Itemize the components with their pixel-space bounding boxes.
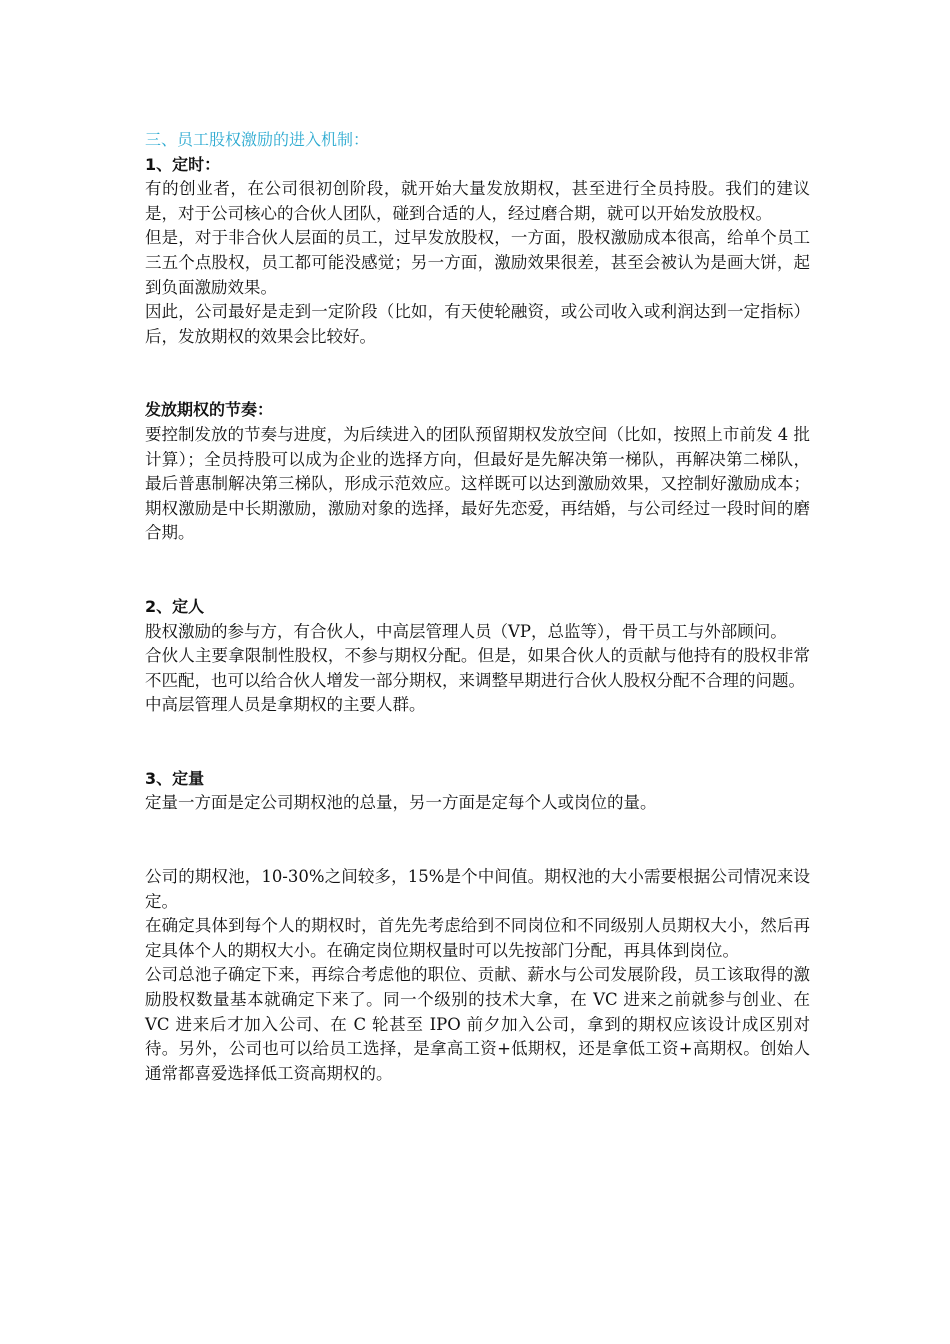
subsection-heading-people: 2、定人 xyxy=(145,596,205,616)
paragraph: 合伙人主要拿限制性股权，不参与期权分配。但是，如果合伙人的贡献与他持有的股权非常不匹配，也可以给合伙人增发一部分期权，来调整早期进行合伙人股权分配不合理的问题。 xyxy=(145,646,810,690)
subsection-heading-rhythm: 发放期权的节奏： xyxy=(145,400,274,420)
spacer xyxy=(145,349,810,398)
paragraph: 中高层管理人员是拿期权的主要人群。 xyxy=(145,695,426,715)
paragraph: 定量一方面是定公司期权池的总量，另一方面是定每个人或岗位的量。 xyxy=(145,793,657,813)
paragraph: 有的创业者，在公司很初创阶段，就开始大量发放期权，甚至进行全员持股。我们的建议是，对于公司核心的合伙人团队，碰到合适的人，经过磨合期，就可以开始发放股权。 xyxy=(145,179,810,223)
section-title: 三、员工股权激励的进入机制： xyxy=(145,130,370,149)
paragraph: 要控制发放的节奏与进度，为后续进入的团队预留期权发放空间（比如，按照上市前发 4 批计算）；全员持股可以成为企业的选择方向，但最好是先解决第一梯队，再解决第二梯队，最后普惠制解决第三梯队，形成示范效应。这样既可以达到激励效果，又控制好激励成本；期权激励是中长期激励，激励对象的选择，最好先恋爱，再结婚，与公司经过一段时间的磨合期。 xyxy=(145,424,810,543)
spacer xyxy=(145,718,810,767)
paragraph: 因此，公司最好是走到一定阶段（比如，有天使轮融资，或公司收入或利润达到一定指标）后，发放期权的效果会比较好。 xyxy=(145,302,810,346)
subsection-heading-quantity: 3、定量 xyxy=(145,768,205,788)
paragraph: 公司总池子确定下来，再综合考虑他的职位、贡献、薪水与公司发展阶段，员工该取得的激励股权数量基本就确定下来了。同一个级别的技术大拿，在 VC 进来之前就参与创业、在 VC 进来后才加入公司、在 C 轮甚至 IPO 前夕加入公司，拿到的期权应该设计成区别对待。另外，公司也可以给员工选择，是拿高工资+低期权，还是拿低工资+高期权。创始人通常都喜爱选择低工资高期权的。 xyxy=(145,965,810,1083)
paragraph: 股权激励的参与方，有合伙人，中高层管理人员（VP，总监等），骨干员工与外部顾问。 xyxy=(145,621,787,641)
document-body xyxy=(145,128,810,1086)
subsection-heading-timing: 1、定时： xyxy=(145,154,221,174)
spacer xyxy=(145,816,810,865)
paragraph: 但是，对于非合伙人层面的员工，过早发放股权，一方面，股权激励成本很高，给单个员工三五个点股权，员工都可能没感觉；另一方面，激励效果很差，甚至会被认为是画大饼，起到负面激励效果。 xyxy=(145,228,810,297)
paragraph: 公司的期权池，10-30%之间较多，15%是个中间值。期权池的大小需要根据公司情况来设定。 xyxy=(145,867,810,911)
spacer xyxy=(145,546,810,595)
paragraph: 在确定具体到每个人的期权时，首先先考虑给到不同岗位和不同级别人员期权大小，然后再定具体个人的期权大小。在确定岗位期权量时可以先按部门分配，再具体到岗位。 xyxy=(145,916,810,960)
